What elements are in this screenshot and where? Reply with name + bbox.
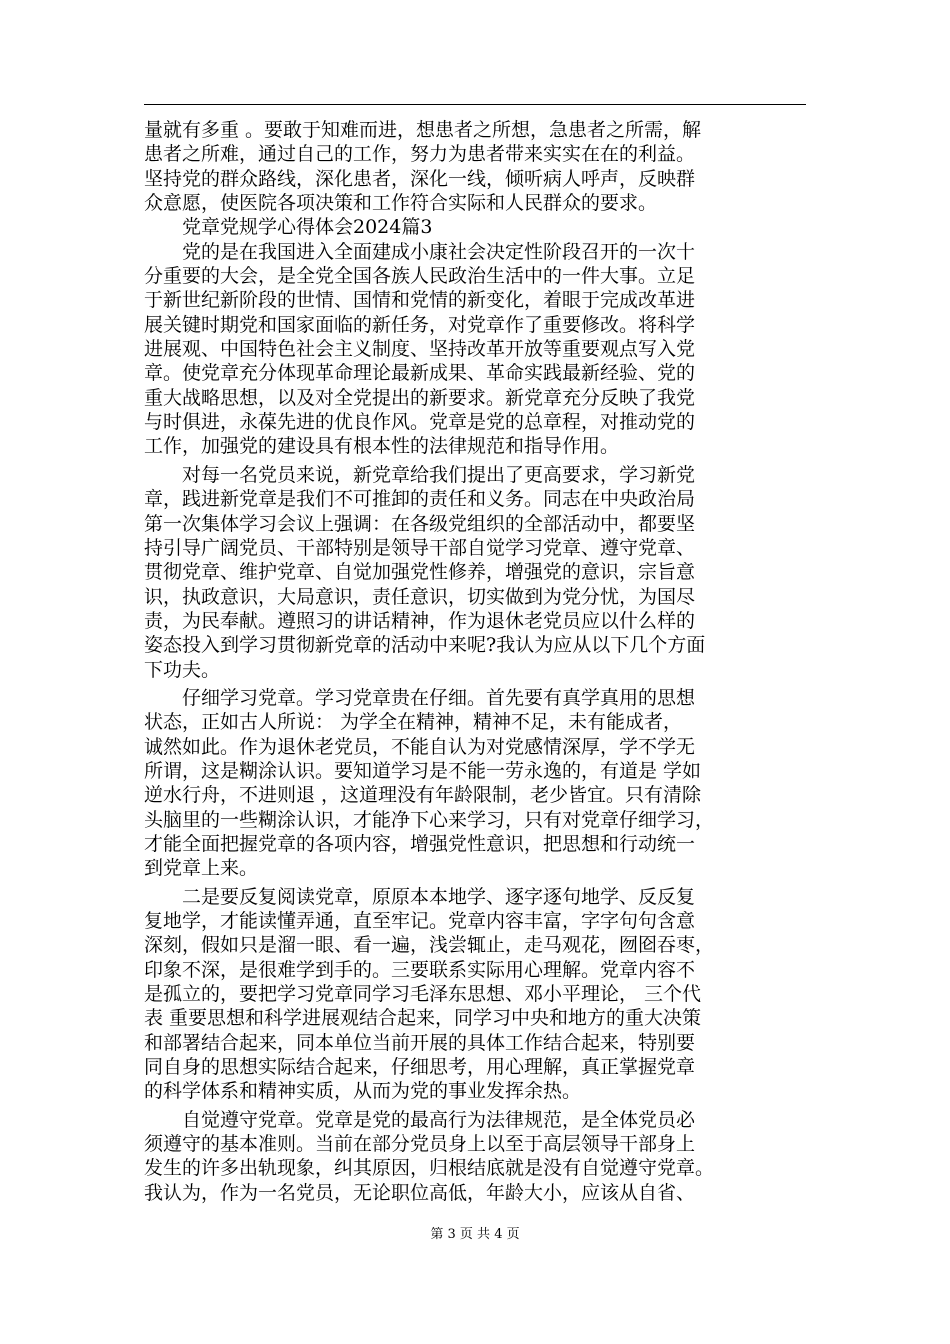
text-line: 到党章上来。: [144, 857, 259, 880]
text-line: 表 重要思想和科学进展观结合起来，同学习中央和地方的重大决策: [144, 1007, 702, 1030]
text-line: 是孤立的，要把学习党章同学习毛泽东思想、邓小平理论， 三个代: [144, 983, 702, 1006]
header-rule: [144, 104, 806, 105]
text-line: 第一次集体学习会议上强调：在各级党组织的全部活动中，都要坚: [144, 512, 696, 535]
text-line: 的科学体系和精神实质，从而为党的事业发挥余热。: [144, 1080, 582, 1103]
text-line: 同自身的思想实际结合起来，仔细思考，用心理解，真正掌握党章: [144, 1056, 696, 1079]
text-line: 我认为，作为一名党员，无论职位高低，年龄大小，应该从自省、: [144, 1181, 696, 1204]
text-line: 对每一名党员来说，新党章给我们提出了更高要求，学习新党: [144, 463, 696, 486]
text-line: 章，践进新党章是我们不可推卸的责任和义务。同志在中央政治局: [144, 488, 696, 511]
text-line: 责，为民奉献。遵照习的讲话精神，作为退休老党员应以什么样的: [144, 609, 696, 632]
text-line: 姿态投入到学习贯彻新党章的活动中来呢?我认为应从以下几个方面: [144, 634, 706, 657]
text-line: 所谓，这是糊涂认识。要知道学习是不能一劳永逸的，有道是 学如: [144, 759, 702, 782]
text-line: 自觉遵守党章。党章是党的最高行为法律规范，是全体党员必: [144, 1108, 696, 1131]
text-line: 坚持党的群众路线，深化患者，深化一线，倾听病人呼声，反映群: [144, 167, 696, 190]
text-line: 发生的许多出轨现象，纠其原因，归根结底就是没有自觉遵守党章。: [144, 1157, 715, 1180]
text-line: 分重要的大会，是全党全国各族人民政治生活中的一件大事。立足: [144, 265, 696, 288]
text-line: 深刻，假如只是溜一眼、看一遍，浅尝辄止，走马观花，囫囵吞枣，: [144, 934, 715, 957]
document-body: [144, 118, 806, 1205]
text-line: 诚然如此。作为退休老党员，不能自认为对党感情深厚，学不学无: [144, 735, 696, 758]
text-line: 章。使党章充分体现革命理论最新成果、革命实践最新经验、党的: [144, 362, 696, 385]
page-footer: 第 3 页 共 4 页: [430, 1227, 520, 1242]
text-line: 众意愿，使医院各项决策和工作符合实际和人民群众的要求。: [144, 192, 658, 215]
text-line: 进展观、中国特色社会主义制度、坚持改革开放等重要观点写入党: [144, 338, 696, 361]
text-line: 须遵守的基本准则。当前在部分党员身上以至于高层领导干部身上: [144, 1133, 696, 1156]
text-line: 贯彻党章、维护党章、自觉加强党性修养，增强党的意识，宗旨意: [144, 561, 696, 584]
text-line: 印象不深，是很难学到手的。三要联系实际用心理解。党章内容不: [144, 958, 696, 981]
text-line: 持引导广阔党员、干部特别是领导干部自觉学习党章、遵守党章、: [144, 536, 696, 559]
text-line: 与时俱进，永葆先进的优良作风。党章是党的总章程，对推动党的: [144, 411, 696, 434]
text-line: 仔细学习党章。学习党章贵在仔细。首先要有真学真用的思想: [144, 686, 696, 709]
text-line: 和部署结合起来，同本单位当前开展的具体工作结合起来，特别要: [144, 1031, 696, 1054]
text-line: 重大战略思想，以及对全党提出的新要求。新党章充分反映了我党: [144, 386, 696, 409]
text-line: 工作，加强党的建设具有根本性的法律规范和指导作用。: [144, 435, 620, 458]
text-line: 党的是在我国进入全面建成小康社会决定性阶段召开的一次十: [144, 240, 696, 263]
text-line: 患者之所难，通过自己的工作，努力为患者带来实实在在的利益。: [144, 143, 696, 166]
text-line: 状态，正如古人所说： 为学全在精神，精神不足，未有能成者，: [144, 711, 683, 734]
text-line: 党章党规学心得体会2024篇3: [144, 216, 433, 239]
text-line: 下功夫。: [144, 658, 221, 681]
text-line: 量就有多重 。要敢于知难而进，想患者之所想，急患者之所需，解: [144, 119, 702, 141]
text-line: 展关键时期党和国家面临的新任务，对党章作了重要修改。将科学: [144, 313, 696, 336]
text-line: 逆水行舟，不进则退 ，这道理没有年龄限制，老少皆宜。只有清除: [144, 784, 702, 807]
text-line: 二是要反复阅读党章，原原本本地学、逐字逐句地学、反反复: [144, 885, 696, 908]
text-line: 才能全面把握党章的各项内容，增强党性意识，把思想和行动统一: [144, 832, 696, 855]
text-line: 头脑里的一些糊涂认识，才能净下心来学习，只有对党章仔细学习，: [144, 808, 715, 831]
text-line: 复地学，才能读懂弄通，直至牢记。党章内容丰富，字字句句含意: [144, 910, 696, 932]
text-line: 识，执政意识，大局意识，责任意识，切实做到为党分忧，为国尽: [144, 585, 696, 608]
text-line: 于新世纪新阶段的世情、国情和党情的新变化，着眼于完成改革进: [144, 289, 696, 312]
